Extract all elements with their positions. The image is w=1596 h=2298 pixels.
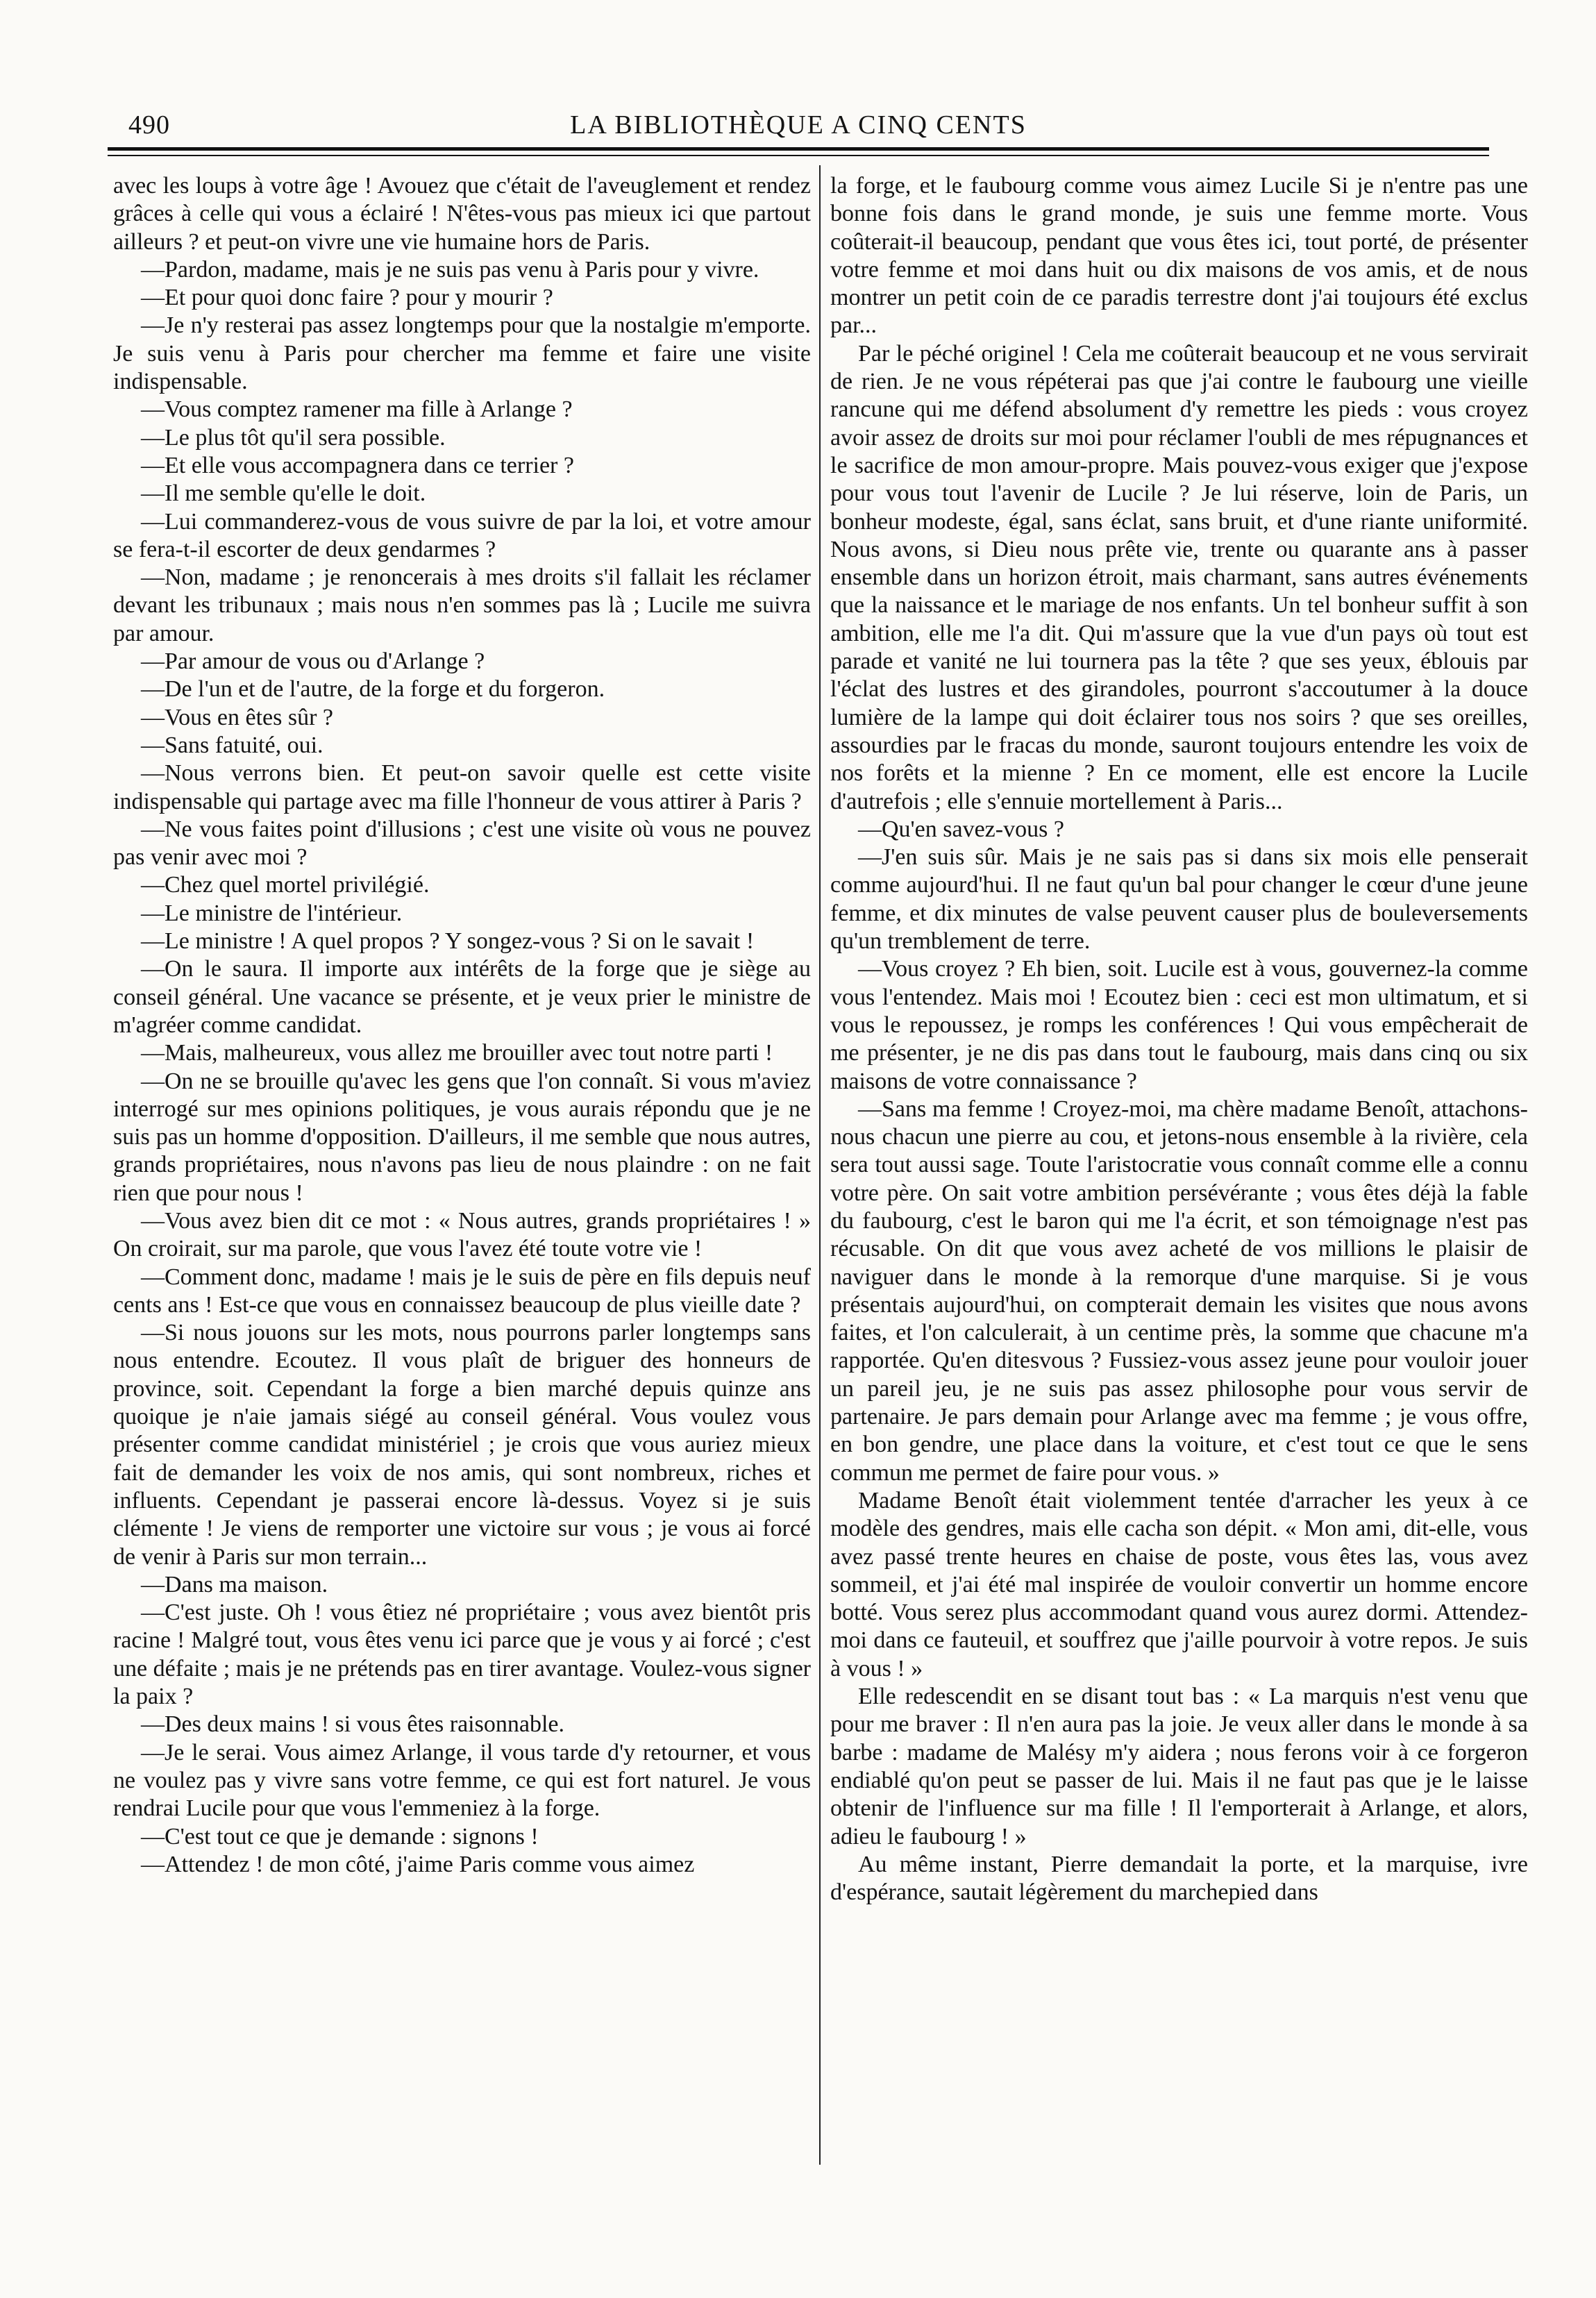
paragraph: —Je le serai. Vous aimez Arlange, il vous tarde d'y retourner, et vous ne voulez pas y vivre sans votre femme, ce qui est fort naturel. Je vous rendrai Lucile pour que vous l'emmeniez à la forge. bbox=[113, 1739, 811, 1822]
paragraph: —Vous comptez ramener ma fille à Arlange ? bbox=[141, 396, 573, 423]
paragraph: —Comment donc, madame ! mais je le suis de père en fils depuis neuf cents ans ! Est-ce que vous en connaissez beaucoup de plus vieille date ? bbox=[113, 1264, 811, 1318]
paragraph: —Non, madame ; je renoncerais à mes droits s'il fallait les réclamer devant les tribunaux ; mais nous n'en sommes pas là ; Lucile me suivra par amour. bbox=[113, 564, 811, 646]
paragraph: —Il me semble qu'elle le doit. bbox=[141, 480, 426, 507]
paragraph: —Le ministre de l'intérieur. bbox=[141, 900, 403, 926]
paragraph: —Pardon, madame, mais je ne suis pas venu à Paris pour y vivre. bbox=[141, 256, 759, 283]
paragraph: —Par amour de vous ou d'Arlange ? bbox=[141, 648, 485, 675]
paragraph: —Le plus tôt qu'il sera possible. bbox=[141, 424, 446, 451]
paragraph: avec les loups à votre âge ! Avouez que c'était de l'aveuglement et rendez grâces à celle qui vous a éclairé ! N'êtes-vous pas mieux ici que partout ailleurs ? et peut-on vivre une vie humaine hors de Paris. bbox=[113, 173, 811, 255]
paragraph: —On ne se brouille qu'avec les gens que l'on connaît. Si vous m'aviez interrogé sur mes opinions politiques, je vous aurais répondu que je ne suis pas un homme d'opposition. D'ailleurs, il me semble que nous autres, grands propriétaires, nous n'avons pas lieu de nous plaindre : on ne fait rien que pour nous ! bbox=[113, 1068, 811, 1206]
header-rule-thick bbox=[108, 147, 1489, 151]
paragraph: Madame Benoît était violemment tentée d'arracher les yeux à ce modèle des gendres, mais elle cacha son dépit. « Mon ami, dit-elle, vous avez passé trente heures en chaise de poste, vous êtes las, vous avez sommeil, et j'ai été mal inspirée de vouloir convertir un homme encore botté. Vous serez plus accommodant quand vous aurez dormi. Attendez-moi dans ce fauteuil, et souffrez que j'aille pourvoir à votre repos. Je suis à vous ! » bbox=[830, 1487, 1528, 1681]
paragraph: —Et pour quoi donc faire ? pour y mourir ? bbox=[141, 285, 553, 311]
paragraph: —Mais, malheureux, vous allez me brouiller avec tout notre parti ! bbox=[141, 1040, 773, 1066]
paragraph: —Des deux mains ! si vous êtes raisonnable. bbox=[141, 1711, 564, 1738]
paragraph: —Qu'en savez-vous ? bbox=[858, 816, 1064, 842]
paragraph: —Vous en êtes sûr ? bbox=[141, 704, 333, 730]
paragraph: —Nous verrons bien. Et peut-on savoir quelle est cette visite indispensable qui partage avec ma fille l'honneur de vous attirer à Paris ? bbox=[113, 760, 811, 814]
paragraph: —Dans ma maison. bbox=[141, 1571, 328, 1597]
paragraph: —Le ministre ! A quel propos ? Y songez-vous ? Si on le savait ! bbox=[141, 928, 755, 955]
paragraph: —Chez quel mortel privilégié. bbox=[141, 872, 430, 898]
paragraph: Par le péché originel ! Cela me coûterait beaucoup et ne vous servirait de rien. Je ne vous répéterai pas que j'ai contre le faubourg une vieille rancune qui me défend absolument d'y remettre les pieds : vous croyez avoir assez de droits sur moi pour réclamer l'oubli de mes répugnances et le sacrifice de mon amour-propre. Mais pouvez-vous exiger que j'expose pour vous tout l'avenir de Lucile ? Je lui réserve, loin de Paris, un bonheur modeste, égal, sans éclat, sans bruit, et d'une riante uniformité. Nous avons, si Dieu nous prête vie, trente ou quarante ans à passer ensemble dans un horizon étroit, mais charmant, sans autres événements que la naissance et le mariage de nos enfants. Un tel bonheur suffit à son ambition, elle me l'a dit. Qui m'assure que la vue d'un pays où tout est parade et vanité ne lui tournera pas la tête ? que ses yeux, éblouis par l'éclat des lustres et des girandoles, pourront s'accoutumer à la douce lumière de la lampe qui doit éclairer tous nos soirs ? que ses oreilles, assourdies par le fracas du monde, sauront toujours entendre les voix de nos forêts et la mienne ? En ce moment, elle est encore la Lucile d'autrefois ; elle s'ennuie mortellement à Paris... bbox=[830, 340, 1528, 814]
paragraph: —On le saura. Il importe aux intérêts de la forge que je siège au conseil général. Une vacance se présente, et je veux prier le ministre de m'agréer comme candidat. bbox=[113, 956, 811, 1038]
right-column bbox=[830, 172, 1528, 2158]
paragraph: —Lui commanderez-vous de vous suivre de par la loi, et votre amour se fera-t-il escorter de deux gendarmes ? bbox=[113, 508, 811, 562]
paragraph: —C'est tout ce que je demande : signons ! bbox=[141, 1823, 539, 1850]
paragraph: Elle redescendit en se disant tout bas : « La marquis n'est venu que pour me braver : Il n'en aura pas la joie. Je veux aller dans le monde à sa barbe : madame de Malésy m'y aidera ; nous ferons voir à ce forgeron endiablé qu'on peut se passer de lui. Mais il ne faut pas que je le laisse obtenir de l'influence sur ma fille ! Il l'emporterait à Arlange, et alors, adieu le faubourg ! » bbox=[830, 1684, 1528, 1850]
paragraph: —Ne vous faites point d'illusions ; c'est une visite où vous ne pouvez pas venir avec moi ? bbox=[113, 816, 811, 871]
paragraph: —Je n'y resterai pas assez longtemps pour que la nostalgie m'emporte. Je suis venu à Paris pour chercher ma femme et faire une visite indispensable. bbox=[113, 312, 811, 395]
paragraph: —Si nous jouons sur les mots, nous pourrons parler longtemps sans nous entendre. Ecoutez. Il vous plaît de briguer des honneurs de province, soit. Cependant la forge a bien marché depuis quinze ans quoique je n'aie jamais siégé au conseil général. Vous voulez vous présenter comme candidat ministériel ; je crois que vous auriez mieux fait de demander les voix de nos amis, qui sont nombreux, riches et influents. Cependant je passerai encore là-dessus. Voyez si je suis clémente ! Je viens de remporter une victoire sur vous ; je vous ai forcé de venir à Paris sur mon terrain... bbox=[113, 1320, 811, 1570]
paragraph: —Sans ma femme ! Croyez-moi, ma chère madame Benoît, attachons-nous chacun une pierre au cou, et jetons-nous ensemble à la rivière, cela sera tout aussi sage. Toute l'aristocratie vous connaît comme elle a connu votre père. On sait votre ambition persévérante ; vous êtes déjà la fable du faubourg, c'est le baron qui me l'a écrit, et son témoignage n'est pas récusable. On dit que vous avez acheté de vos millions le plaisir de naviguer dans le monde à la remorque d'une marquise. Si je vous présentais aujourd'hui, on compterait demain les visites que nous avons faites, et l'on calculerait, à un centime près, la somme que chacune m'a rapportée. Qu'en ditesvous ? Fussiez-vous assez jeune pour vouloir jouer un pareil jeu, je ne suis pas assez philosophe pour vous servir de partenaire. Je pars demain pour Arlange avec ma femme ; je vous offre, en bon gendre, une place dans la voiture, et c'est tout ce que le sens commun me permet de faire pour vous. » bbox=[830, 1096, 1528, 1486]
running-header bbox=[108, 104, 1489, 146]
paragraph: —C'est juste. Oh ! vous êtiez né propriétaire ; vous avez bientôt pris racine ! Malgré tout, vous êtes venu ici parce que je vous y ai forcé ; c'est une défaite ; mais je ne prétends pas en tirer avantage. Voulez-vous signer la paix ? bbox=[113, 1600, 811, 1710]
header-rule-thin bbox=[108, 155, 1489, 156]
paragraph: la forge, et le faubourg comme vous aimez Lucile Si je n'entre pas une bonne fois dans le grand monde, je suis une femme morte. Vous coûterait-il beaucoup, pendant que vous êtes ici, tout porté, de présenter votre femme et moi dans huit ou dix maisons de vos amis, et de nous montrer un petit coin de ce paradis terrestre dont j'ai toujours été exclus par... bbox=[830, 173, 1528, 339]
paragraph: —Vous avez bien dit ce mot : « Nous autres, grands propriétaires ! » On croirait, sur ma parole, que vous l'avez été toute votre vie ! bbox=[113, 1207, 811, 1262]
paragraph: —Et elle vous accompagnera dans ce terrier ? bbox=[141, 452, 574, 478]
paragraph: —Vous croyez ? Eh bien, soit. Lucile est à vous, gouvernez-la comme vous l'entendez. Mais moi ! Ecoutez bien : ceci est mon ultimatum, et si vous le repoussez, je romps les conférences ! Qui vous empêcherait de me présenter, je ne dis pas dans tout le faubourg, mais dans cinq ou six maisons de votre connaissance ? bbox=[830, 956, 1528, 1094]
running-title: LA BIBLIOTHÈQUE A CINQ CENTS bbox=[570, 110, 1027, 140]
paragraph: —Sans fatuité, oui. bbox=[141, 732, 324, 758]
left-column bbox=[113, 172, 811, 2158]
paragraph: —De l'un et de l'autre, de la forge et du forgeron. bbox=[141, 676, 605, 703]
paragraph: —J'en suis sûr. Mais je ne sais pas si dans six mois elle penserait comme aujourd'hui. Il ne faut qu'un bal pour changer le cœur d'une jeune femme, et dix minutes de valse peuvent causer plus de bouleversements qu'un tremblement de terre. bbox=[830, 844, 1528, 955]
paragraph: —Attendez ! de mon côté, j'aime Paris comme vous aimez bbox=[141, 1851, 695, 1877]
page-number: 490 bbox=[128, 110, 170, 140]
column-divider bbox=[819, 165, 821, 2165]
paragraph: Au même instant, Pierre demandait la porte, et la marquise, ivre d'espérance, sautait légèrement du marchepied dans bbox=[830, 1851, 1528, 1906]
